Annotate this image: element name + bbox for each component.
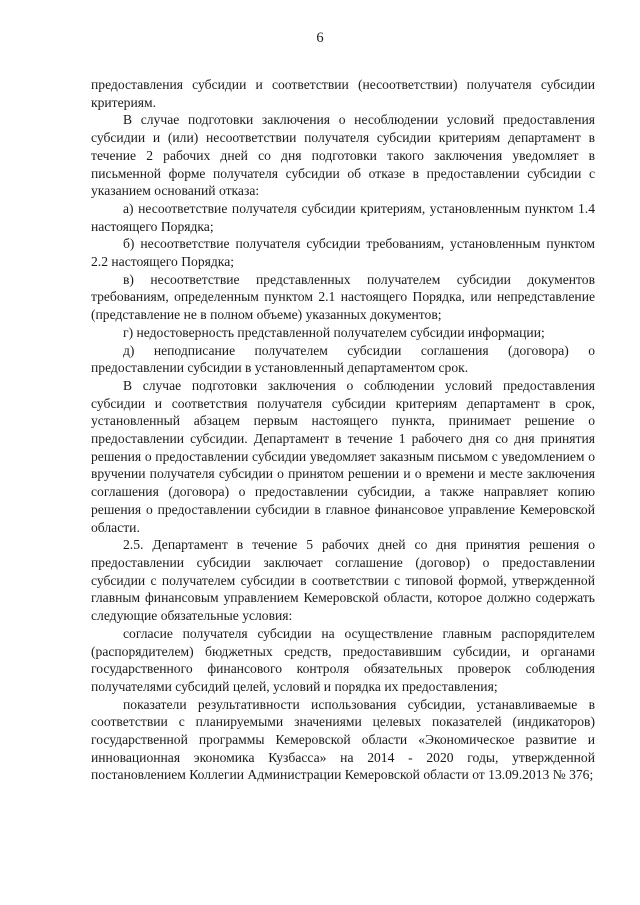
list-item: г) недостоверность представленной получателем субсидии информации; xyxy=(123,324,545,340)
list-item: в) несоответствие представленных получателем субсидии документов требованиям, определенным пунктом 2.1 настоящего Порядка, или непредставление (представление не в полном объеме) указанных документов; xyxy=(91,271,595,323)
list-item: д) неподписание получателем субсидии соглашения (договора) о предоставлении субсидии в установленный департаментом срок. xyxy=(91,342,595,376)
list-item: б) несоответствие получателя субсидии требованиям, установленным пунктом 2.2 настоящего Порядка; xyxy=(91,236,595,270)
page-number: 6 xyxy=(316,30,324,46)
document-body xyxy=(91,76,595,784)
paragraph: показатели результативности использования субсидии, устанавливаемые в соответствии с планируемыми значениями целевых показателей (индикаторов) государственной программы Кемеровской области «Экономическое развитие и инновационная экономика Кузбасса» на 2014 - 2020 годы, утвержденной постановлением Коллегии Администрации Кемеровской области от 13.09.2013 № 376; xyxy=(91,696,595,783)
list-item: а) несоответствие получателя субсидии критериям, установленным пунктом 1.4 настоящего Порядка; xyxy=(91,200,595,234)
paragraph: В случае подготовки заключения о несоблюдении условий предоставления субсидии и (или) несоответствии получателя субсидии критериям департамент в течение 2 рабочих дней со дня подготовки такого заключения уведомляет в письменной форме получателя субсидии об отказе в предоставлении субсидии с указанием оснований отказа: xyxy=(91,112,595,199)
section-paragraph: 2.5. Департамент в течение 5 рабочих дней со дня принятия решения о предоставлении субсидии заключает соглашение (договор) о предоставлении субсидии с получателем субсидии в соответствии с типовой формой, утвержденной главным финансовым управлением Кемеровской области, которое должно содержать следующие обязательные условия: xyxy=(91,537,595,624)
paragraph: В случае подготовки заключения о соблюдении условий предоставления субсидии и соответствия получателя субсидии критериям департамент в срок, установленный абзацем первым настоящего пункта, принимает решение о предоставлении субсидии. Департамент в течение 1 рабочего дня со дня принятия решения о предоставлении субсидии уведомляет заказным письмом с уведомлением о вручении получателя субсидии о принятом решении и о времени и месте заключения соглашения (договора) о предоставлении субсидии, а также направляет копию решения о предоставлении субсидии в главное финансовое управление Кемеровской области. xyxy=(91,377,595,535)
paragraph: согласие получателя субсидии на осуществление главным распорядителем (распорядителем) бюджетных средств, предоставившим субсидии, и органами государственного финансового контроля обязательных проверок соблюдения получателями субсидий целей, условий и порядка их предоставления; xyxy=(91,625,595,694)
paragraph: предоставления субсидии и соответствии (несоответствии) получателя субсидии критериям. xyxy=(91,77,595,110)
